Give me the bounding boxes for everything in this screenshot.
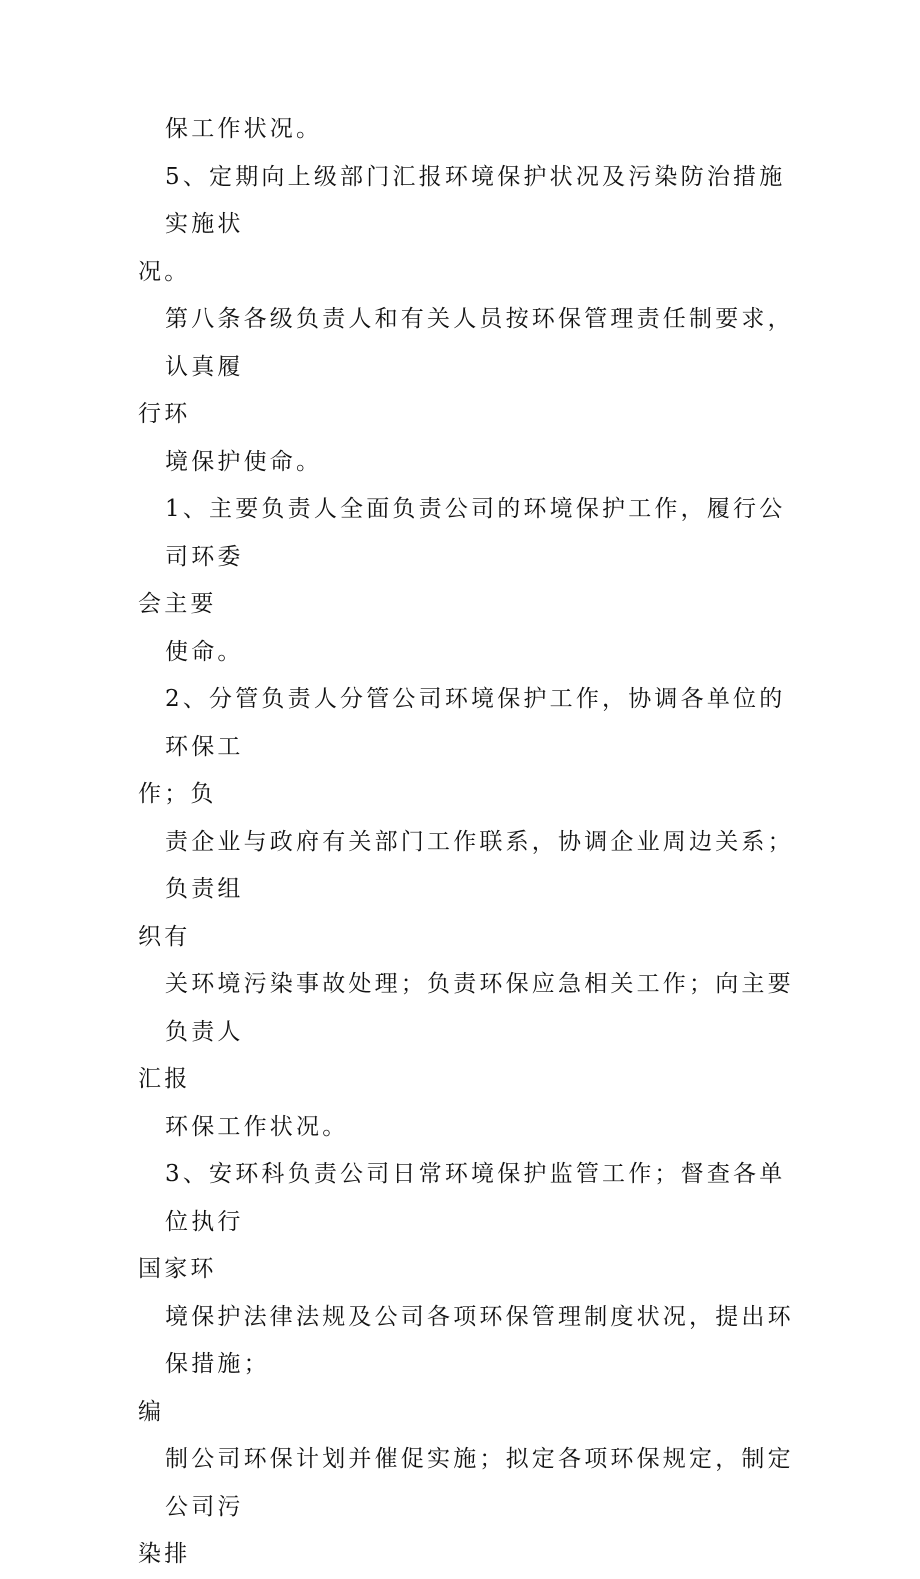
text-line: 国家环 xyxy=(138,1256,217,1282)
text-line: 环保工作状况。 xyxy=(165,1113,349,1140)
text-line: 编 xyxy=(138,1398,165,1425)
text-line: 制公司环保计划并催促实施；拟定各项环保规定，制定公司污 xyxy=(165,1446,794,1520)
text-line: 况。 xyxy=(138,258,191,285)
text-line: 作；负 xyxy=(138,781,217,807)
text-line: 使命。 xyxy=(165,638,244,665)
text-line: 5、定期向上级部门汇报环境保护状况及污染防治措施实施状 xyxy=(165,163,786,237)
text-line: 境保护法律法规及公司各项环保管理制度状况，提出环保措施； xyxy=(165,1303,794,1377)
document-body xyxy=(138,106,800,1579)
text-line: 汇报 xyxy=(138,1066,191,1092)
text-line: 第八条各级负责人和有关人员按环保管理责任制要求，认真履 xyxy=(165,306,794,380)
text-line: 1、主要负责人全面负责公司的环境保护工作，履行公司环委 xyxy=(165,496,786,570)
text-line: 2、分管负责人分管公司环境保护工作，协调各单位的环保工 xyxy=(165,686,786,760)
text-line: 染排 xyxy=(138,1541,191,1567)
text-line: 织有 xyxy=(138,923,191,950)
text-line: 保工作状况。 xyxy=(165,116,323,142)
text-line: 关环境污染事故处理；负责环保应急相关工作；向主要负责人 xyxy=(165,971,794,1045)
text-line: 会主要 xyxy=(138,591,217,617)
text-line: 行环 xyxy=(138,401,191,427)
text-line: 3、安环科负责公司日常环境保护监管工作；督查各单位执行 xyxy=(165,1161,786,1235)
text-line: 境保护使命。 xyxy=(165,448,323,475)
text-line: 责企业与政府有关部门工作联系，协调企业周边关系；负责组 xyxy=(165,828,794,902)
